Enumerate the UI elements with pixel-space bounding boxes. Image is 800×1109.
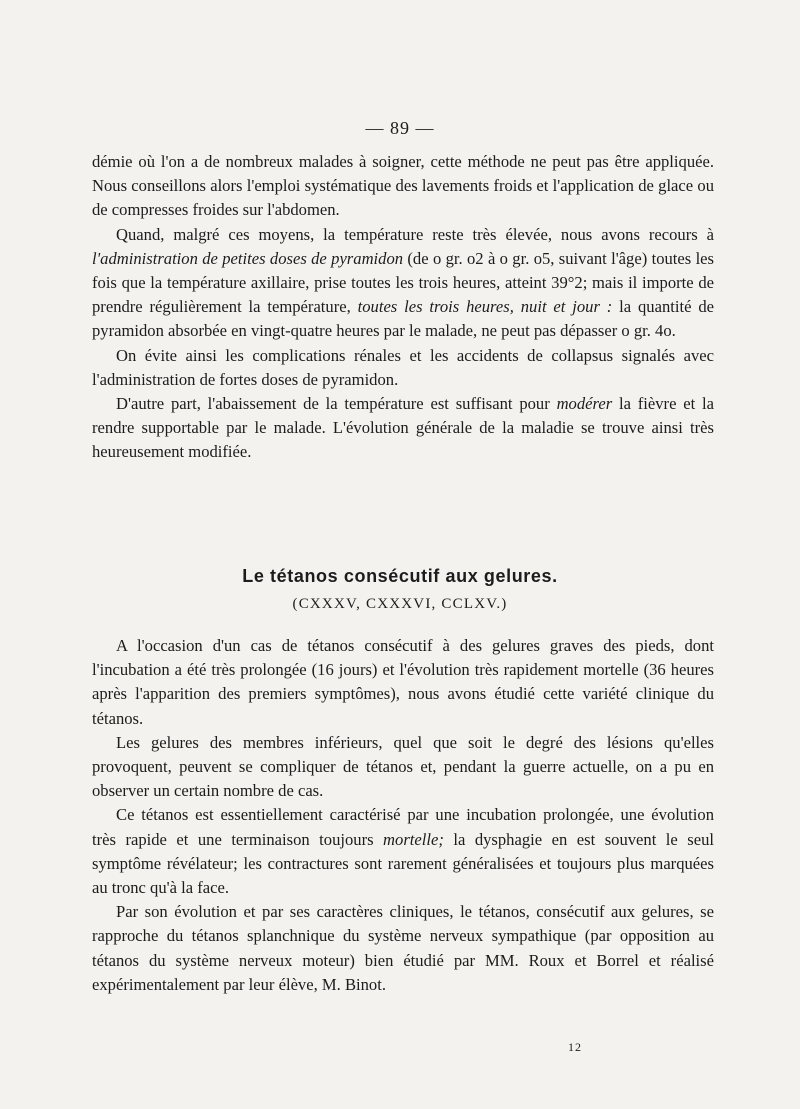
page-number: — 89 — [365,118,435,138]
paragraph: démie où l'on a de nombreux malades à soigner, cette méthode ne peut pas être appliquée. Nous conseillons alors l'emploi systématique des lavements froids et l'application de glace ou de compresses froides sur l'abdomen. [92,152,714,220]
emphasis: l'administration de petites doses de pyramidon [92,248,404,268]
emphasis: toutes les trois heures, nuit et jour : [357,297,613,317]
paragraph: A l'occasion d'un cas de tétanos consécutif à des gelures graves des pieds, dont l'incubation a été très prolongée (16 jours) et l'évolution très rapidement mortelle (36 heures après l'apparition des premiers symptômes), nous avons étudié cette variété clinique du tétanos. [92,636,714,728]
text-block-treatment [92,150,714,465]
section-references: (CXXXV, CXXXVI, CCLXV.) [292,596,508,612]
paragraph: Par son évolution et par ses caractères cliniques, le tétanos, consécutif aux gelures, se rapproche du tétanos splanchnique du système nerveux sympathique (par opposition au tétanos du système nerveux moteur) bien étudié par MM. Roux et Borrel et réalisé expérimentalement par leur élève, M. Binot. [92,902,714,994]
signature-mark: 12 [568,1040,582,1054]
paragraph: On évite ainsi les complications rénales et les accidents de collapsus signalés avec l'administration de fortes doses de pyramidon. [92,345,714,389]
emphasis: modérer [556,394,613,414]
text-block-tetanus [92,634,714,997]
emphasis: mortelle; [383,829,444,849]
paragraph: Quand, malgré ces moyens, la température reste très élevée, nous avons recours à l'administration de petites doses de pyramidon (de o gr. o2 à o gr. o5, suivant l'âge) toutes les fois que la température axillaire, prise toutes les trois heures, atteint 39°2; mais il importe de prendre régulièrement la température, toutes les trois heures, nuit et jour : la quantité de pyramidon absorbée en vingt-quatre heures par le malade, ne peut pas dépasser o gr. 4o. [92,224,714,341]
section-heading: Le tétanos consécutif aux gelures. [242,566,558,586]
paragraph: Ce tétanos est essentiellement caractérisé par une incubation prolongée, une évolution très rapide et une terminaison toujours mortelle; la dysphagie en est souvent le seul symptôme révélateur; les contractures sont rarement généralisées et toujours plus marquées au tronc qu'à la face. [92,805,714,898]
paragraph: Les gelures des membres inférieurs, quel que soit le degré des lésions qu'elles provoquent, peuvent se compliquer de tétanos et, pendant la guerre actuelle, on a pu en observer un certain nombre de cas. [92,732,714,801]
paragraph: D'autre part, l'abaissement de la température est suffisant pour modérer la fièvre et la rendre supportable par le malade. L'évolution générale de la maladie se trouve ainsi très heureusement modifiée. [92,394,714,462]
